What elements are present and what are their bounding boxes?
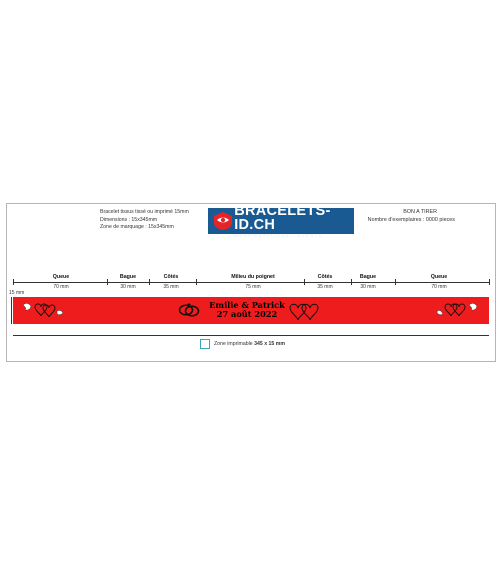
segment-size: 35 mm xyxy=(317,284,333,290)
birds-hearts-icon xyxy=(21,299,65,321)
total-length-line xyxy=(13,335,489,336)
dimension-tick xyxy=(196,279,197,285)
segment-label: Bague xyxy=(359,274,377,280)
double-heart-icon xyxy=(288,301,320,321)
product-type: Bracelet tissus tissé ou imprimé 15mm xyxy=(100,209,189,215)
brand-logo xyxy=(208,202,354,238)
logo-subtitle: MANIFESTATIONS - EVENTS xyxy=(234,232,323,238)
dimension-line xyxy=(13,282,489,283)
product-dimensions: Dimensions : 15x345mm xyxy=(100,216,158,223)
bracelet-text xyxy=(197,297,297,319)
segment-size: 70 mm xyxy=(53,284,69,290)
marking-zone: Zone de marquage : 15x345mm xyxy=(100,224,174,231)
copies-count: Nombre d'exemplaires : 0000 pieces xyxy=(367,216,455,223)
segment-size: 75 mm xyxy=(245,284,261,290)
segment-size: 35 mm xyxy=(163,284,179,290)
proof-sheet xyxy=(6,203,496,362)
dimension-tick xyxy=(13,279,14,285)
segment-label: Côtés xyxy=(163,274,179,280)
segment-size: 30 mm xyxy=(360,284,376,290)
hearts-birds-icon xyxy=(435,299,483,321)
wedding-date: 27 août 2022 xyxy=(216,309,278,319)
dimension-tick xyxy=(489,279,490,285)
zone-swatch xyxy=(200,339,210,349)
segment-label: Milieu du poignet xyxy=(231,274,275,280)
zone-size: 345 x 15 mm xyxy=(254,341,285,347)
product-info xyxy=(100,209,189,232)
logo-title: BRACELETS-ID.CH xyxy=(234,202,331,233)
zone-label: Zone imprimable xyxy=(214,341,253,347)
couple-names: Emilie & Patrick xyxy=(209,300,285,310)
segment-label: Queue xyxy=(52,274,70,280)
proof-info xyxy=(368,209,455,224)
segment-label: Côtés xyxy=(317,274,333,280)
height-line xyxy=(11,297,12,324)
segment-size: 30 mm xyxy=(120,284,136,290)
segment-label: Queue xyxy=(430,274,448,280)
bracelet-badge-icon xyxy=(212,211,231,231)
printable-zone-legend xyxy=(200,339,285,349)
segment-label: Bague xyxy=(119,274,137,280)
proof-title: BON A TIRER xyxy=(403,209,437,215)
dimension-tick xyxy=(395,279,396,285)
segment-size: 70 mm xyxy=(431,284,447,290)
height-label: 15 mm xyxy=(9,290,25,296)
